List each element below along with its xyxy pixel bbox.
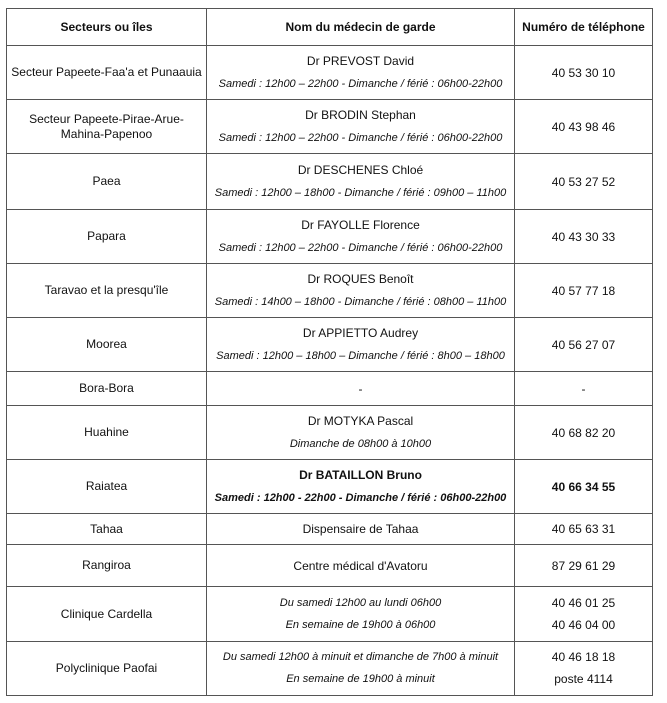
table-row	[7, 642, 653, 696]
doctor-cell	[207, 642, 515, 696]
doctor-hours: Samedi : 14h00 – 18h00 - Dimanche / férié : 08h00 – 11h00	[214, 295, 507, 308]
phone-cell	[515, 587, 653, 642]
header-sector: Secteurs ou îles	[7, 9, 207, 46]
table-row	[7, 514, 653, 545]
header-row	[7, 9, 653, 46]
doctor-name: Dr PREVOST David	[306, 53, 415, 68]
sector-cell: Secteur Papeete-Pirae-Arue-Mahina-Papenoo	[7, 100, 207, 154]
phone-line: poste 4114	[554, 672, 613, 686]
phone-cell: 40 68 82 20	[515, 406, 653, 460]
doctor-cell	[207, 587, 515, 642]
sector-cell: Papara	[7, 210, 207, 264]
phone-cell	[515, 642, 653, 696]
sector-cell: Tahaa	[7, 514, 207, 545]
table-row	[7, 545, 653, 587]
doctor-name: Dr ROQUES Benoît	[307, 271, 414, 286]
doctor-cell	[207, 460, 515, 514]
doctor-name: Dr MOTYKA Pascal	[307, 413, 414, 428]
doctor-cell: -	[207, 372, 515, 406]
doctor-hours: Samedi : 12h00 – 18h00 - Dimanche / férié : 09h00 – 11h00	[214, 186, 507, 199]
doctor-name: Dr BRODIN Stephan	[305, 107, 416, 122]
table-row	[7, 210, 653, 264]
sector-cell: Clinique Cardella	[7, 587, 207, 642]
hours-line: En semaine de 19h00 à minuit	[286, 673, 435, 685]
sector-cell: Bora-Bora	[7, 372, 207, 406]
table-row	[7, 406, 653, 460]
doctor-cell	[207, 100, 515, 154]
doctor-hours: Samedi : 12h00 – 18h00 – Dimanche / férié : 8h00 – 18h00	[216, 349, 505, 362]
table-row	[7, 372, 653, 406]
sector-cell: Raiatea	[7, 460, 207, 514]
table-row	[7, 100, 653, 154]
doctor-cell: Dispensaire de Tahaa	[207, 514, 515, 545]
sector-cell: Huahine	[7, 406, 207, 460]
doctor-hours: Samedi : 12h00 - 22h00 - Dimanche / férié : 06h00-22h00	[214, 491, 507, 504]
table-row	[7, 460, 653, 514]
hours-line: Du samedi 12h00 à minuit et dimanche de 7h00 à minuit	[222, 651, 499, 663]
doctor-cell	[207, 264, 515, 318]
table-row	[7, 318, 653, 372]
table-row	[7, 46, 653, 100]
doctor-name: Dr BATAILLON Bruno	[299, 467, 422, 482]
doctor-hours: Dimanche de 08h00 à 10h00	[289, 437, 432, 450]
doctor-cell	[207, 318, 515, 372]
sector-cell: Secteur Papeete-Faa'a et Punaauia	[7, 46, 207, 100]
header-phone: Numéro de téléphone	[515, 9, 653, 46]
doctor-cell	[207, 154, 515, 210]
sector-cell: Taravao et la presqu'île	[7, 264, 207, 318]
doctor-cell	[207, 210, 515, 264]
phone-line: 40 46 18 18	[551, 650, 616, 664]
table-row	[7, 264, 653, 318]
phone-line: 40 46 01 25	[551, 595, 616, 610]
phone-cell: 40 57 77 18	[515, 264, 653, 318]
hours-line: En semaine de 19h00 à 06h00	[285, 618, 436, 631]
doctor-hours: Samedi : 12h00 – 22h00 - Dimanche / férié : 06h00-22h00	[218, 77, 503, 90]
phone-cell: 40 43 30 33	[515, 210, 653, 264]
table-row	[7, 154, 653, 210]
phone-cell: 40 65 63 31	[515, 514, 653, 545]
sector-cell: Paea	[7, 154, 207, 210]
phone-cell: 40 43 98 46	[515, 100, 653, 154]
phone-cell: -	[515, 372, 653, 406]
doctor-name: Dr FAYOLLE Florence	[301, 217, 420, 232]
hours-line: Du samedi 12h00 au lundi 06h00	[279, 596, 442, 609]
phone-cell: 40 53 27 52	[515, 154, 653, 210]
doctor-cell: Centre médical d'Avatoru	[207, 545, 515, 587]
phone-line: 40 46 04 00	[551, 617, 616, 632]
sector-cell: Rangiroa	[7, 545, 207, 587]
table-row	[7, 587, 653, 642]
doctor-cell	[207, 406, 515, 460]
phone-cell: 87 29 61 29	[515, 545, 653, 587]
doctor-name: Dr APPIETTO Audrey	[302, 325, 419, 340]
doctor-cell	[207, 46, 515, 100]
header-doctor: Nom du médecin de garde	[207, 9, 515, 46]
doctor-name: Dr DESCHENES Chloé	[297, 162, 424, 177]
garde-table	[6, 8, 653, 696]
phone-cell: 40 66 34 55	[515, 460, 653, 514]
sector-cell: Moorea	[7, 318, 207, 372]
doctor-hours: Samedi : 12h00 – 22h00 - Dimanche / férié : 06h00-22h00	[218, 241, 503, 254]
phone-cell: 40 56 27 07	[515, 318, 653, 372]
sector-cell: Polyclinique Paofai	[7, 642, 207, 696]
doctor-hours: Samedi : 12h00 – 22h00 - Dimanche / férié : 06h00-22h00	[218, 131, 503, 144]
phone-cell: 40 53 30 10	[515, 46, 653, 100]
